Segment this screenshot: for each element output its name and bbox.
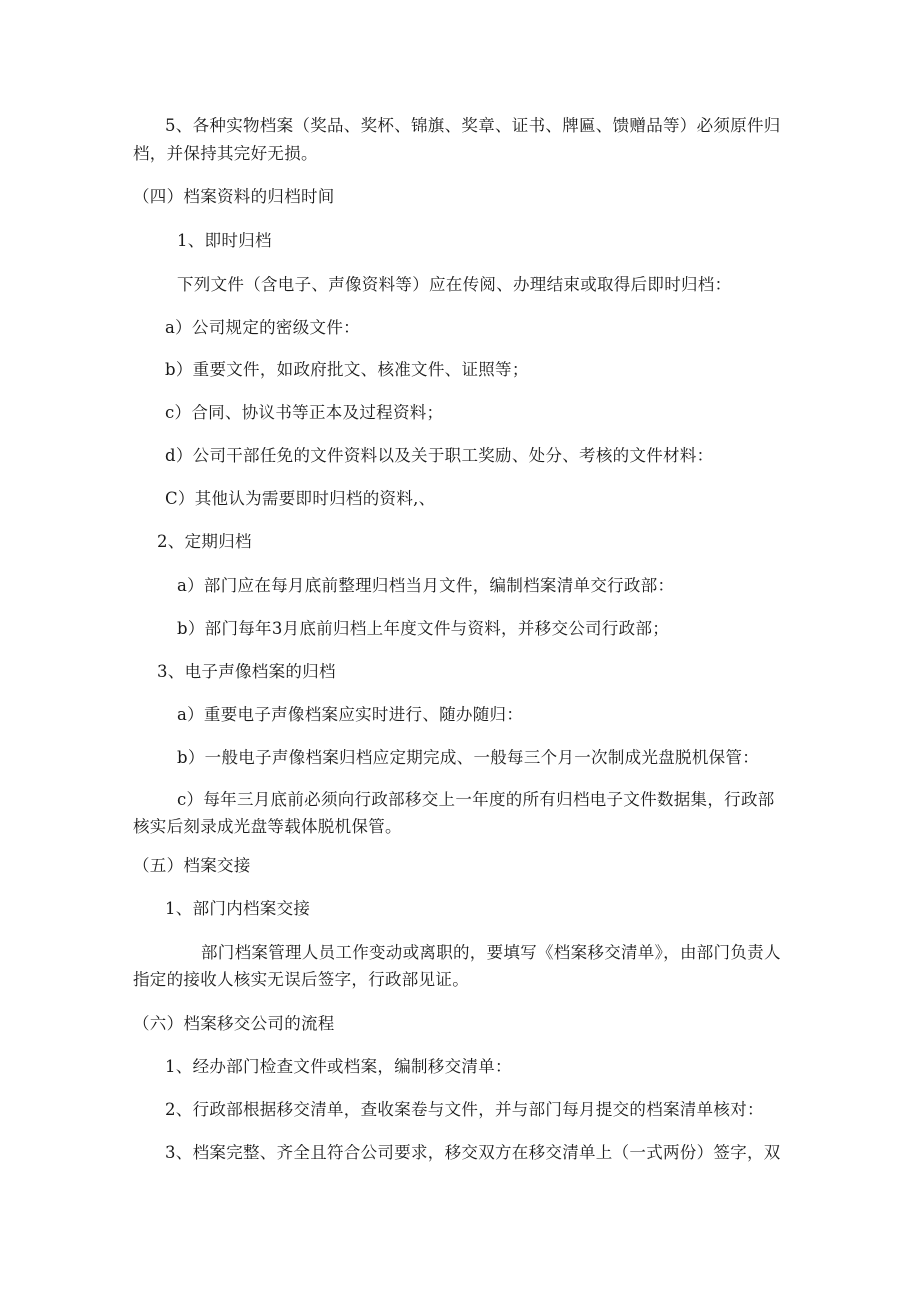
list-item: a）部门应在每月底前整理归档当月文件，编制档案清单交行政部： — [177, 576, 675, 595]
section-heading: （六）档案移交公司的流程 — [133, 1014, 335, 1033]
paragraph-line: 下列文件（含电子、声像资料等）应在传阅、办理结束或取得后即时归档： — [177, 275, 732, 294]
list-item: c）合同、协议书等正本及过程资料； — [165, 403, 444, 422]
paragraph-line: 部门档案管理人员工作变动或离职的，要填写《档案移交清单》，由部门负责人 — [201, 943, 781, 962]
list-item: b）部门每年3月底前归档上年度文件与资料，并移交公司行政部； — [177, 619, 670, 638]
list-item: 2、行政部根据移交清单，查收案卷与文件，并与部门每月提交的档案清单核对： — [165, 1100, 764, 1119]
list-item: b）重要文件，如政府批文、核准文件、证照等； — [165, 360, 529, 379]
list-item: a）公司规定的密级文件： — [165, 318, 360, 337]
section-heading: （四）档案资料的归档时间 — [133, 187, 335, 206]
subsection-heading: 1、部门内档案交接 — [165, 899, 311, 918]
section-heading: （五）档案交接 — [133, 856, 251, 875]
list-item: b）一般电子声像档案归档应定期完成、一般每三个月一次制成光盘脱机保管： — [177, 748, 760, 767]
paragraph-line: 指定的接收人核实无误后签字，行政部见证。 — [133, 970, 469, 989]
subsection-heading: 3、电子声像档案的归档 — [157, 662, 336, 681]
list-item: c）每年三月底前必须向行政部移交上一年度的所有归档电子文件数据集，行政部 — [177, 790, 775, 809]
list-item: 1、经办部门检查文件或档案，编制移交清单： — [165, 1057, 512, 1076]
list-item: d）公司干部任免的文件资料以及关于职工奖励、处分、考核的文件材料： — [165, 446, 714, 465]
list-item: 3、档案完整、齐全且符合公司要求，移交双方在移交清单上（一式两份）签字，双 — [165, 1143, 781, 1162]
list-item: C）其他认为需要即时归档的资料,、 — [165, 489, 436, 508]
subsection-heading: 2、定期归档 — [157, 532, 252, 551]
subsection-heading: 1、即时归档 — [177, 231, 272, 250]
list-item: a）重要电子声像档案应实时进行、随办随归： — [177, 705, 524, 724]
paragraph-line: 5、各种实物档案（奖品、奖杯、锦旗、奖章、证书、牌匾、馈赠品等）必须原件归 — [165, 116, 781, 135]
paragraph-line: 档，并保持其完好无损。 — [133, 144, 318, 163]
paragraph-line: 核实后刻录成光盘等载体脱机保管。 — [133, 817, 402, 836]
